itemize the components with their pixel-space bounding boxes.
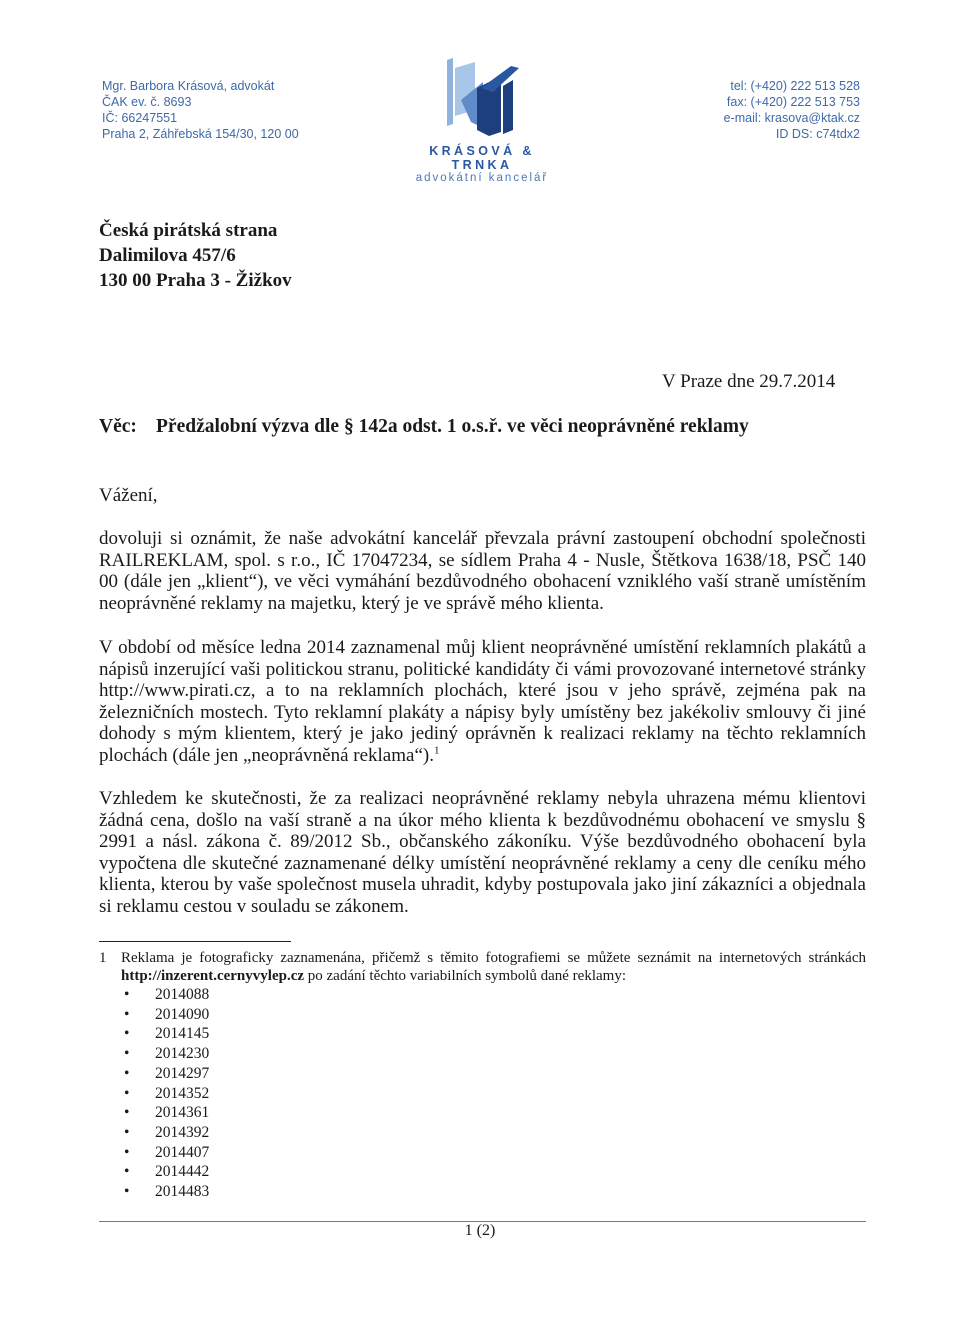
subject-label: Věc:: [99, 416, 137, 437]
firm-subtitle: advokátní kancelář: [415, 172, 549, 184]
footnote-number: 1: [99, 950, 107, 966]
contact-block: [724, 78, 860, 142]
footnote: [99, 949, 866, 985]
footnote-text-end: po zadání těchto variabilních symbolů dané reklamy:: [307, 968, 626, 984]
list-item: • 2014297: [124, 1064, 210, 1082]
bullet-icon: •: [124, 1183, 130, 1201]
contact-email: e-mail: krasova@ktak.cz: [723, 111, 860, 125]
sender-address: Praha 2, Záhřebská 154/30, 120 00: [102, 127, 299, 141]
firm-logo: [400, 58, 564, 184]
letter-date: V Praze dne 29.7.2014: [662, 371, 836, 392]
variable-symbols-list: [124, 985, 209, 1202]
list-item: • 2014230: [124, 1045, 210, 1063]
sender-cak-number: ČAK ev. č. 8693: [102, 95, 192, 109]
list-item: • 2014392: [124, 1123, 210, 1141]
bullet-icon: •: [124, 1025, 130, 1043]
contact-data-box: ID DS: c74tdx2: [775, 127, 860, 141]
recipient-line: Dalimilova 457/6: [99, 245, 236, 266]
bullet-icon: •: [124, 1084, 130, 1102]
subject-line: [99, 416, 749, 438]
firm-logo-icon: [441, 58, 523, 142]
sender-name: Mgr. Barbora Krásová, advokát: [102, 79, 275, 93]
list-item: • 2014442: [124, 1163, 210, 1181]
bullet-icon: •: [124, 1104, 130, 1122]
sender-block: [102, 78, 299, 142]
bullet-icon: •: [124, 1045, 130, 1063]
list-item: • 2014088: [124, 986, 210, 1003]
list-item: • 2014145: [124, 1025, 210, 1043]
body-paragraph: Vzhledem ke skutečnosti, že za realizaci neoprávněné reklamy nebyla uhrazena mému klientovi žádná cena, došlo na vaší straně a na úkor mého klienta k bezdůvodnému obohacení ve smyslu § 2991 a násl. zákona č. 89/2012 Sb., občanského zákoníku. Výše bezdůvodného obohacení byla vypočtena dle skutečné zaznamenané délky umístění neoprávněné reklamy a ceny dle ceníku mého klienta, kterou by vaše společnost musela uhradit, kdyby postupovala jako jiní zákazníci a objednala si reklamu cestou v souladu se zákonem.: [99, 788, 866, 917]
bullet-icon: •: [124, 1005, 130, 1023]
bullet-icon: •: [124, 1064, 130, 1082]
list-item: • 2014090: [124, 1005, 210, 1023]
firm-name: KRÁSOVÁ & TRNKA: [429, 144, 535, 172]
sender-ic: IČ: 66247551: [102, 111, 178, 125]
footnote-link[interactable]: http://inzerent.cernyvylep.cz: [121, 968, 305, 984]
footnote-divider: [99, 941, 291, 942]
recipient-line: 130 00 Praha 3 - Žižkov: [99, 270, 292, 291]
contact-fax: fax: (+420) 222 513 753: [726, 95, 860, 109]
recipient-line: Česká pirátská strana: [99, 220, 278, 241]
bullet-icon: •: [124, 1143, 130, 1161]
bullet-icon: •: [124, 1123, 130, 1141]
list-item: • 2014361: [124, 1104, 210, 1122]
list-item: • 2014407: [124, 1143, 210, 1161]
subject-text: Předžalobní výzva dle § 142a odst. 1 o.s.ř. ve věci neoprávněné reklamy: [156, 416, 749, 437]
salutation: Vážení,: [99, 485, 158, 506]
body-paragraph: dovoluji si oznámit, že naše advokátní kancelář převzala právní zastoupení obchodní společnosti RAILREKLAM, spol. s r.o., IČ 17047234, se sídlem Praha 4 - Nusle, Štětkova 1638/18, PSČ 140 00 (dále jen „klient“), ve věci vymáhání bezdůvodného obohacení vzniklého vaší straně umístěním neoprávněné reklamy na majetku, který je ve správě mého klienta.: [99, 528, 866, 614]
page-number: 1 (2): [464, 1222, 496, 1239]
bullet-icon: •: [124, 986, 130, 1003]
footnote-reference: 1: [433, 744, 440, 757]
body-paragraph: V období od měsíce ledna 2014 zaznamenal můj klient neoprávněné umístění reklamních plakátů a nápisů inzerující vaši politickou stranu, politické kandidáty či vámi provozované internetové stránky http://www.pirati.cz, a to na reklamních plochách, které jsou v jeho správě, zejména pak na železničních mostech. Tyto reklamní plakáty a nápisy byly umístěny bez jakékoliv smlouvy či jiné dohody s mým klientem, který je jako jediný oprávněn k realizaci reklamy na těchto reklamních plochách (dále jen „neoprávněná reklama“).$^1$: [99, 637, 866, 766]
list-item: • 2014352: [124, 1084, 210, 1102]
bullet-icon: •: [124, 1163, 130, 1181]
footnote-text: Reklama je fotograficky zaznamenána, přičemž s těmito fotografiemi se můžete seznámit na internetových stránkách: [121, 950, 866, 966]
recipient-address: [99, 218, 292, 293]
contact-tel: tel: (+420) 222 513 528: [730, 79, 860, 93]
list-item: • 2014483: [124, 1183, 210, 1201]
